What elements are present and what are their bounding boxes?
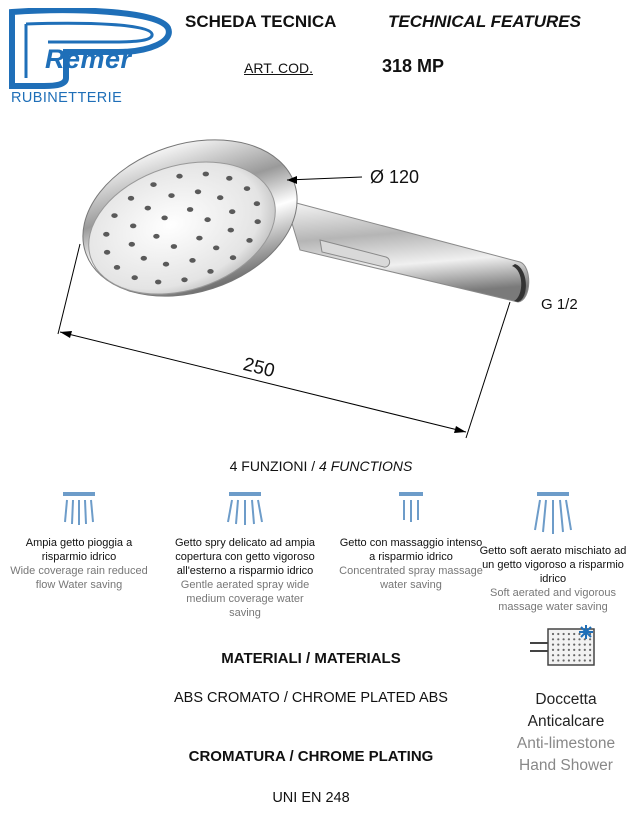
badge-dot (552, 644, 554, 646)
nozzle (161, 216, 167, 221)
badge-dot (578, 659, 580, 661)
nozzle (129, 242, 135, 247)
nozzle (203, 172, 209, 177)
materials-value: ABS CROMATO / CHROME PLATED ABS (174, 690, 448, 706)
function-desc-it: Getto con massaggio intenso a risparmio idrico (339, 537, 483, 563)
badge-dot (557, 654, 559, 656)
nozzle (141, 256, 147, 261)
badge-dot (578, 633, 580, 635)
nozzle (189, 258, 195, 263)
badge-dot (568, 638, 570, 640)
title-english: TECHNICAL FEATURES (388, 12, 581, 31)
nozzle (104, 250, 110, 255)
badge-dot (552, 638, 554, 640)
badge-dot (589, 654, 591, 656)
function-item-rain (4, 490, 154, 592)
badge-dot (573, 644, 575, 646)
nozzle (132, 275, 138, 280)
nozzle (204, 217, 210, 222)
logo-subtitle: RUBINETTERIE (11, 90, 123, 106)
nozzle (114, 265, 120, 270)
hand-shower-drawing (0, 130, 642, 450)
function-desc-en: Soft aerated and vigorous massage water saving (490, 587, 616, 613)
badge-line2-it: Anticalcare (527, 713, 605, 730)
badge-dot (557, 633, 559, 635)
badge-dot (578, 644, 580, 646)
badge-dot (557, 649, 559, 651)
badge-dot (568, 644, 570, 646)
nozzle (168, 193, 174, 198)
plating-title: CROMATURA / CHROME PLATING (188, 748, 434, 765)
badge-dot (568, 659, 570, 661)
function-item-aerated (170, 490, 320, 620)
thread-label: G 1/2 (541, 296, 578, 313)
badge-dot (578, 649, 580, 651)
badge-line1-en: Anti-limestone (516, 735, 616, 752)
badge-dot (552, 654, 554, 656)
article-code: 318 MP (382, 56, 445, 76)
logo-wordmark: Remer (45, 44, 132, 74)
badge-dot (552, 649, 554, 651)
nozzle (254, 201, 260, 206)
function-desc-it: Getto soft aerato mischiato ad un getto vigoroso a risparmio idrico (479, 545, 627, 585)
nozzle (181, 277, 187, 282)
length-label: 250 (240, 354, 277, 383)
badge-dot (589, 659, 591, 661)
functions-title-en: 4 FUNCTIONS (319, 458, 413, 474)
nozzle (130, 224, 136, 229)
nozzle (229, 209, 235, 214)
nozzle (128, 196, 134, 201)
nozzle (207, 269, 213, 274)
function-item-mixed (478, 490, 628, 614)
badge-dot (552, 633, 554, 635)
materials-title: MATERIALI / MATERIALS (221, 650, 401, 667)
nozzle (217, 195, 223, 200)
function-item-massage (336, 490, 486, 592)
nozzle (171, 244, 177, 249)
nozzle (153, 234, 159, 239)
functions-title-it: 4 FUNZIONI (229, 458, 308, 474)
nozzle (150, 182, 156, 187)
function-desc-it: Getto spry delicato ad ampia copertura con getto vigoroso all'esterno a risparmio idrico (174, 537, 316, 577)
badge-dot (584, 654, 586, 656)
function-desc-it: Ampia getto pioggia a risparmio idrico (25, 537, 133, 563)
badge-dot (573, 638, 575, 640)
badge-dot (589, 649, 591, 651)
nozzle (246, 238, 252, 243)
rain-spray-icon (57, 490, 101, 530)
aerated-spray-icon (223, 490, 267, 530)
badge-dot (563, 633, 565, 635)
badge-dot (568, 633, 570, 635)
title-italian: SCHEDA TECNICA (185, 12, 337, 31)
nozzle (196, 236, 202, 241)
badge-dot (563, 638, 565, 640)
nozzle (228, 228, 234, 233)
badge-dot (578, 638, 580, 640)
badge-dot (584, 659, 586, 661)
badge-dot (557, 638, 559, 640)
badge-dot (578, 654, 580, 656)
nozzle (230, 255, 236, 260)
function-desc-en: Gentle aerated spray wide medium coverage water saving (180, 579, 310, 619)
badge-dot (573, 633, 575, 635)
badge-line1-it: Doccetta (535, 691, 597, 708)
badge-dot (563, 659, 565, 661)
badge-dot (573, 654, 575, 656)
nozzle (213, 246, 219, 251)
badge-dot (568, 654, 570, 656)
nozzle (111, 213, 117, 218)
badge-dot (568, 649, 570, 651)
badge-dot (584, 644, 586, 646)
nozzle (163, 262, 169, 267)
mixed-spray-icon (531, 490, 575, 538)
badge-dot (589, 644, 591, 646)
nozzle (155, 280, 161, 285)
nozzle (195, 189, 201, 194)
function-desc-en: Concentrated spray massage water saving (339, 565, 483, 591)
functions-separator: / (311, 458, 316, 474)
plating-value: UNI EN 248 (272, 790, 350, 806)
function-desc-en: Wide coverage rain reduced flow Water saving (10, 565, 148, 591)
badge-dot (557, 644, 559, 646)
badge-dot (573, 659, 575, 661)
nozzle (226, 176, 232, 181)
nozzle (244, 186, 250, 191)
nozzle (176, 174, 182, 179)
badge-line2-en: Hand Shower (519, 757, 613, 774)
functions-title (0, 458, 642, 474)
badge-dot (552, 659, 554, 661)
badge-dot (584, 649, 586, 651)
nozzle (255, 219, 261, 224)
badge-dot (589, 638, 591, 640)
diameter-label: Ø 120 (370, 167, 420, 187)
article-code-label: ART. COD. (244, 60, 313, 76)
badge-dot (563, 654, 565, 656)
badge-dot (563, 649, 565, 651)
nozzle (145, 206, 151, 211)
nozzle (187, 207, 193, 212)
nozzle (103, 232, 109, 237)
anti-limestone-icon (528, 625, 604, 671)
badge-dot (563, 644, 565, 646)
badge-dot (557, 659, 559, 661)
massage-spray-icon (389, 490, 433, 530)
badge-dot (573, 649, 575, 651)
